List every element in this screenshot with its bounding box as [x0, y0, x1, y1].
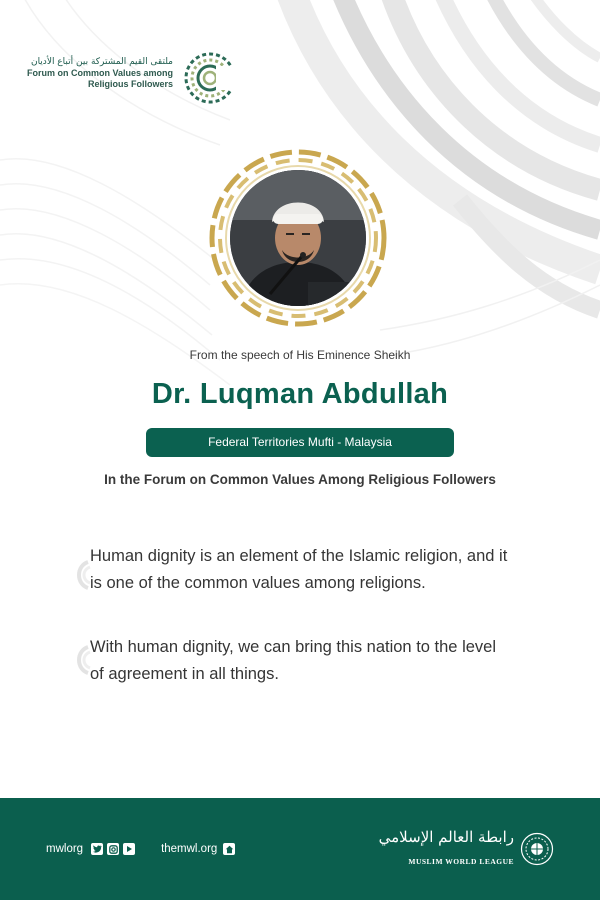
quote-line: Human dignity is an element of the Islamic religion, and it — [90, 547, 508, 565]
speech-intro: From the speech of His Eminence Sheikh — [189, 348, 411, 362]
mwl-logo-arabic: رابطة العالم الإسلامي — [378, 828, 514, 846]
forum-logo-arabic: ملتقى القيم المشتركة بين أتباع الأديان — [30, 57, 173, 67]
speaker-photo-illustration — [230, 170, 366, 306]
youtube-icon[interactable] — [123, 843, 135, 855]
speaker-photo — [230, 170, 366, 306]
quote-paragraph — [90, 634, 520, 688]
forum-logo — [26, 50, 238, 106]
quote-line: of agreement in all things. — [90, 665, 279, 683]
speaker-portrait — [205, 145, 395, 335]
quote-line: With human dignity, we can bring this nation to the level — [90, 638, 496, 656]
social-handle[interactable]: mwlorg — [46, 843, 84, 855]
quote-line: is one of the common values among religions. — [90, 574, 426, 592]
speaker-role-badge: Federal Territories Mufti - Malaysia — [146, 428, 454, 457]
forum-logo-english-1: Forum on Common Values among — [26, 68, 173, 78]
quote-paragraph — [90, 543, 520, 597]
mwl-logo — [378, 828, 554, 872]
website-link[interactable]: themwl.org — [161, 843, 218, 855]
footer-bar — [0, 798, 600, 900]
instagram-icon[interactable] — [107, 843, 119, 855]
twitter-icon[interactable] — [91, 843, 103, 855]
mwl-logo-english: MUSLIM WORLD LEAGUE — [408, 857, 514, 866]
forum-logo-icon — [182, 50, 238, 106]
social-links — [46, 843, 239, 855]
mwl-emblem-icon — [520, 832, 554, 866]
speaker-name: Dr. Luqman Abdullah — [151, 378, 449, 410]
home-icon[interactable] — [223, 843, 235, 855]
forum-logo-english-2: Religious Followers — [87, 79, 173, 89]
forum-title: In the Forum on Common Values Among Religious Followers — [104, 472, 496, 487]
